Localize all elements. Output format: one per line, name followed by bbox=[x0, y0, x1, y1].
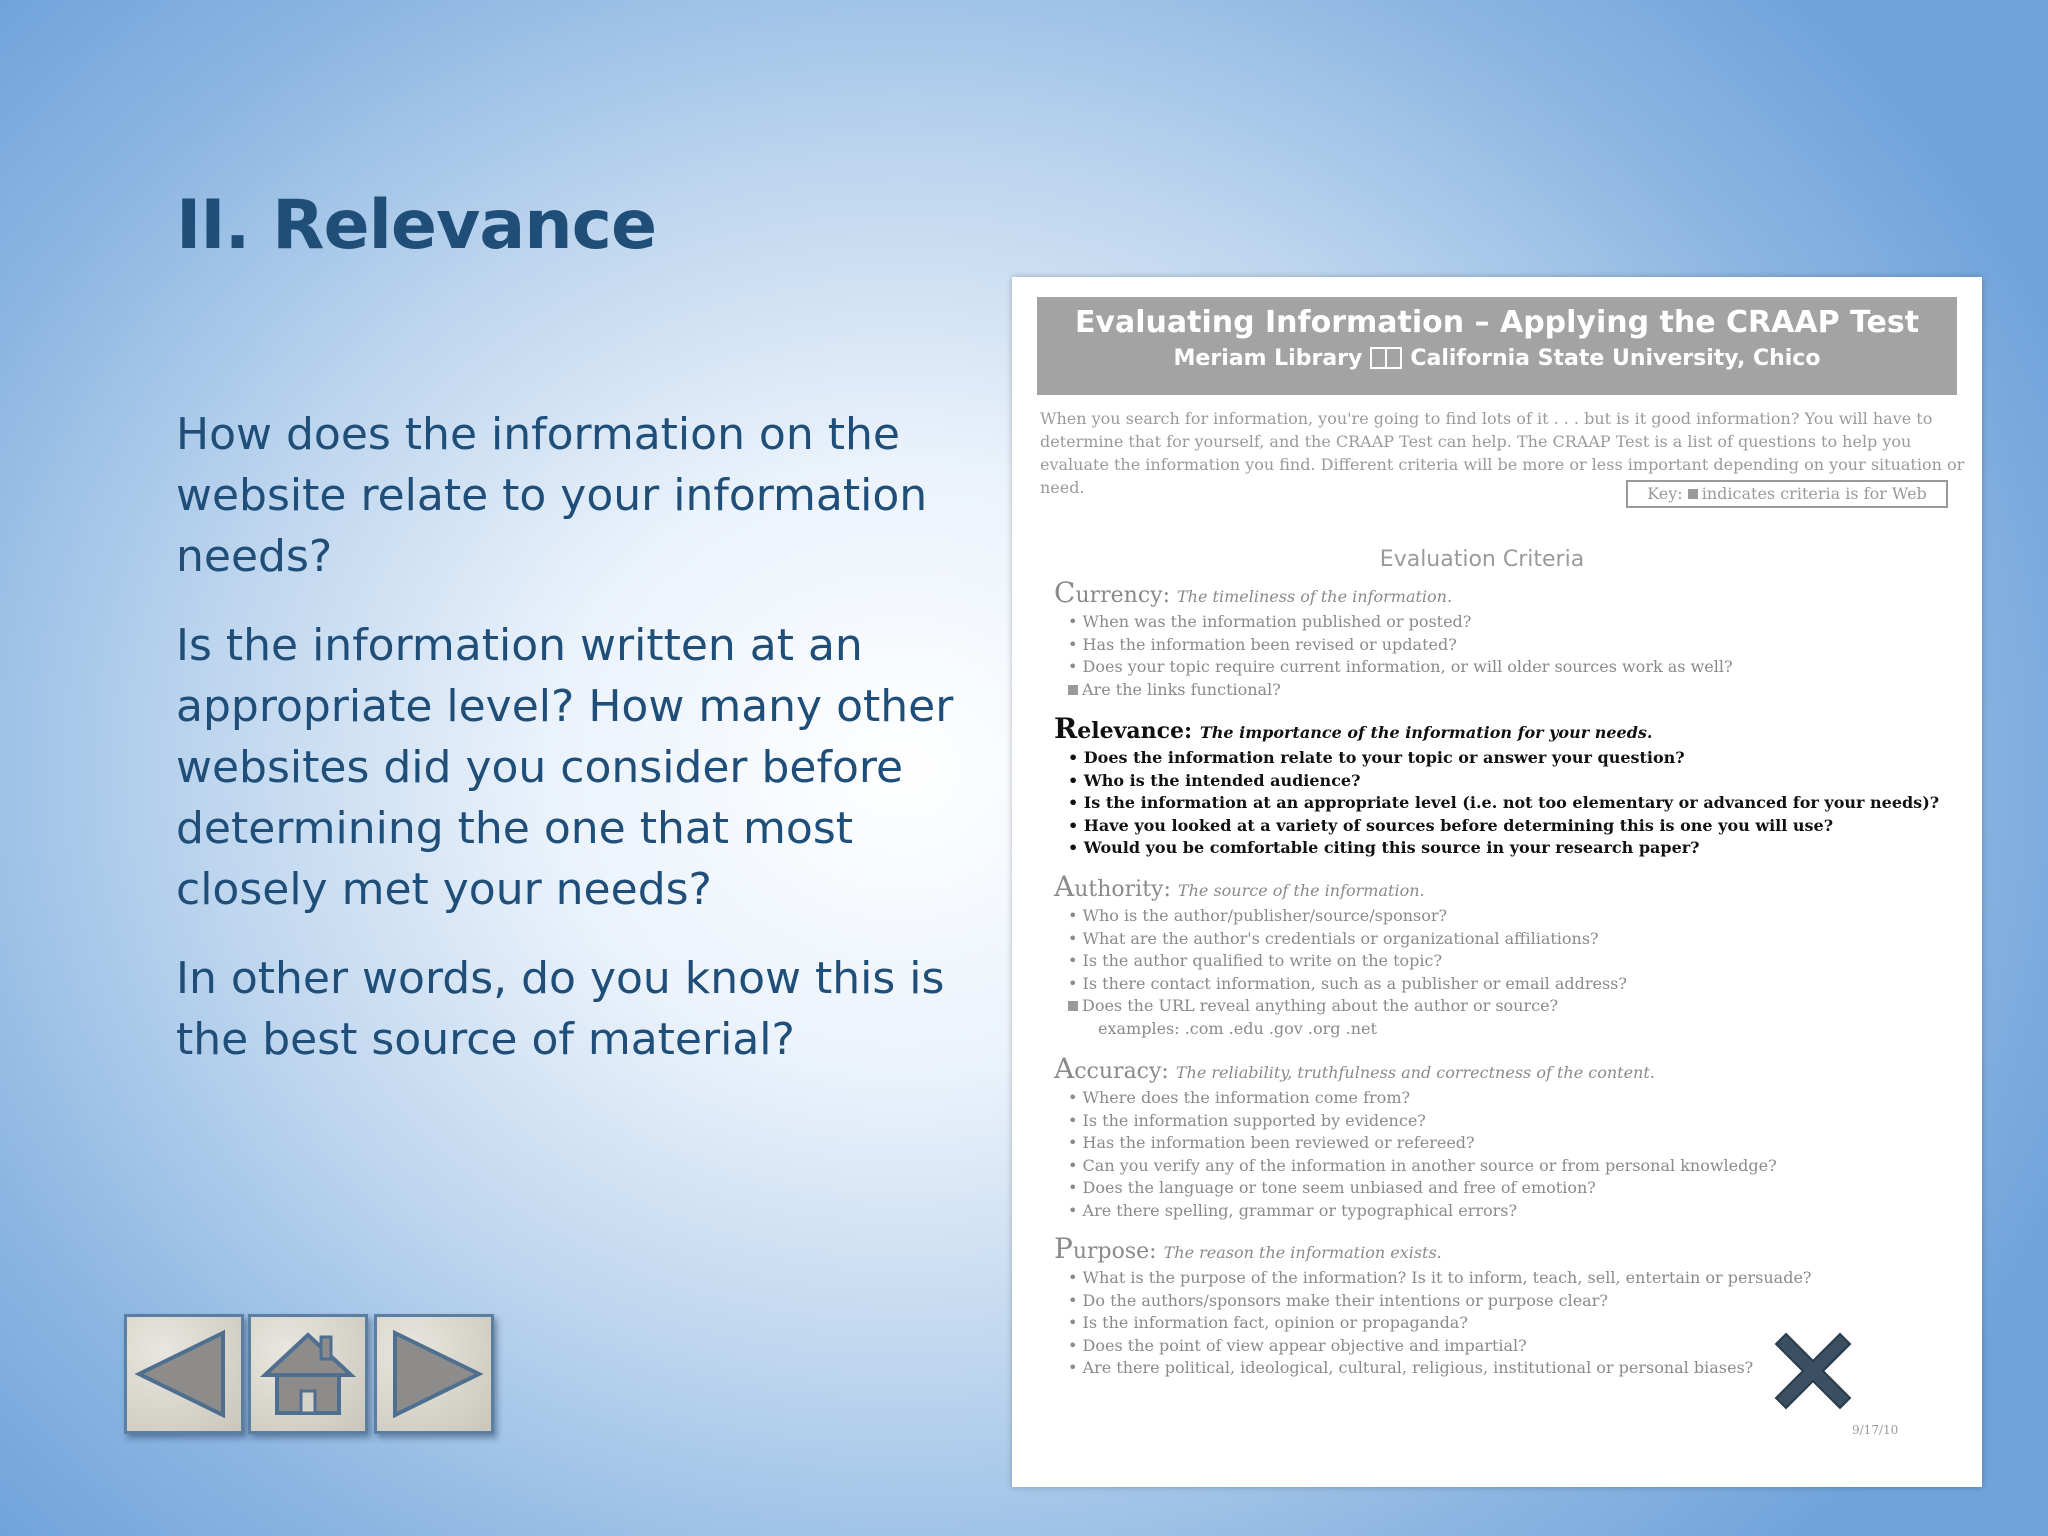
document-title: Evaluating Information – Applying the CRAAP Test bbox=[1074, 305, 1920, 340]
section-title: Relevance: The importance of the information for your needs. bbox=[1054, 712, 1653, 745]
list-item: • Is the information at an appropriate level (i.e. not too elementary or advanced for your needs)? bbox=[1068, 792, 1954, 815]
document-intro: When you search for information, you're going to find lots of it . . . but is it good information? You will have to determine that for yourself, and the CRAAP Test can help. The CRAAP Test is a list of questions to help you evaluate the information you find. Different criteria will be more or less important depending on your situation or need. bbox=[1040, 409, 1965, 497]
list-item-examples: examples: .com .edu .gov .org .net bbox=[1098, 1018, 1377, 1038]
list-item-web: Are the links functional? bbox=[1068, 679, 1954, 702]
list-item: • Is the information supported by evidence? bbox=[1068, 1110, 1954, 1133]
list-item: • Does the point of view appear objective and impartial? bbox=[1068, 1335, 1954, 1358]
list-item: • Would you be comfortable citing this source in your research paper? bbox=[1068, 837, 1954, 860]
list-item: • What is the purpose of the information? Is it to inform, teach, sell, entertain or persuade? bbox=[1068, 1267, 1954, 1290]
key-prefix: Key: bbox=[1647, 484, 1683, 503]
section-title: Currency: The timeliness of the information. bbox=[1054, 576, 1453, 609]
list-item: • Where does the information come from? bbox=[1068, 1087, 1954, 1110]
section-title: Purpose: The reason the information exists. bbox=[1054, 1232, 1442, 1265]
list-item: • Does your topic require current information, or will older sources work as well? bbox=[1068, 656, 1954, 679]
list-item: • Can you verify any of the information in another source or from personal knowledge? bbox=[1068, 1155, 1954, 1178]
list-item: • Is the information fact, opinion or propaganda? bbox=[1068, 1312, 1954, 1335]
list-item: • Does the information relate to your topic or answer your question? bbox=[1068, 747, 1954, 770]
web-square-icon bbox=[1068, 1001, 1078, 1011]
list-item: • Does the language or tone seem unbiased and free of emotion? bbox=[1068, 1177, 1954, 1200]
section-title: Accuracy: The reliability, truthfulness and correctness of the content. bbox=[1054, 1052, 1655, 1085]
list-item: • Have you looked at a variety of sources before determining this is one you will use? bbox=[1068, 815, 1954, 838]
next-slide-button[interactable] bbox=[374, 1314, 494, 1434]
list-item-web: Does the URL reveal anything about the author or source? bbox=[1068, 995, 1954, 1018]
section-title: Authority: The source of the information. bbox=[1054, 870, 1425, 903]
document-header bbox=[1037, 297, 1957, 395]
slide-body bbox=[176, 404, 996, 1098]
craap-document-image bbox=[1012, 277, 1982, 1487]
accuracy-section bbox=[1054, 1052, 1954, 1222]
list-item: • Who is the author/publisher/source/sponsor? bbox=[1068, 905, 1954, 928]
close-x-icon bbox=[1772, 1330, 1854, 1412]
close-button[interactable] bbox=[1772, 1330, 1854, 1412]
web-square-icon bbox=[1688, 489, 1698, 499]
body-paragraph-2: Is the information written at an appropriate level? How many other websites did you consider before determining the one that most closely met your needs? bbox=[176, 620, 954, 915]
body-paragraph-3: In other words, do you know this is the best source of material? bbox=[176, 953, 945, 1065]
list-item: • Has the information been reviewed or refereed? bbox=[1068, 1132, 1954, 1155]
list-item: • Is the author qualified to write on the topic? bbox=[1068, 950, 1954, 973]
body-paragraph-1: How does the information on the website relate to your information needs? bbox=[176, 409, 928, 582]
list-item: • Has the information been revised or updated? bbox=[1068, 634, 1954, 657]
evaluation-criteria-heading: Evaluation Criteria bbox=[1379, 547, 1585, 572]
list-item: • Do the authors/sponsors make their intentions or purpose clear? bbox=[1068, 1290, 1954, 1313]
currency-section bbox=[1054, 576, 1954, 701]
relevance-section bbox=[1054, 712, 1954, 860]
document-subtitle bbox=[1037, 346, 1957, 371]
key-text: indicates criteria is for Web bbox=[1701, 484, 1927, 503]
previous-slide-button[interactable] bbox=[124, 1314, 244, 1434]
house-icon bbox=[251, 1317, 365, 1431]
triangle-left-icon bbox=[127, 1317, 241, 1431]
document-key bbox=[1626, 480, 1948, 508]
list-item: • What are the author's credentials or organizational affiliations? bbox=[1068, 928, 1954, 951]
list-item: • Are there spelling, grammar or typographical errors? bbox=[1068, 1200, 1954, 1223]
list-item: • Who is the intended audience? bbox=[1068, 770, 1954, 793]
library-name: Meriam Library bbox=[1173, 346, 1363, 371]
slide-title: II. Relevance bbox=[176, 186, 657, 265]
triangle-right-icon bbox=[377, 1317, 491, 1431]
document-date: 9/17/10 bbox=[1852, 1423, 1899, 1437]
list-item: • When was the information published or posted? bbox=[1068, 611, 1954, 634]
authority-section bbox=[1054, 870, 1954, 1040]
list-item: • Is there contact information, such as a publisher or email address? bbox=[1068, 973, 1954, 996]
university-name: California State University, Chico bbox=[1410, 346, 1821, 371]
list-item: • Are there political, ideological, cultural, religious, institutional or personal biases? bbox=[1068, 1357, 1954, 1380]
web-square-icon bbox=[1068, 685, 1078, 695]
home-button[interactable] bbox=[248, 1314, 368, 1434]
book-icon bbox=[1370, 347, 1402, 367]
